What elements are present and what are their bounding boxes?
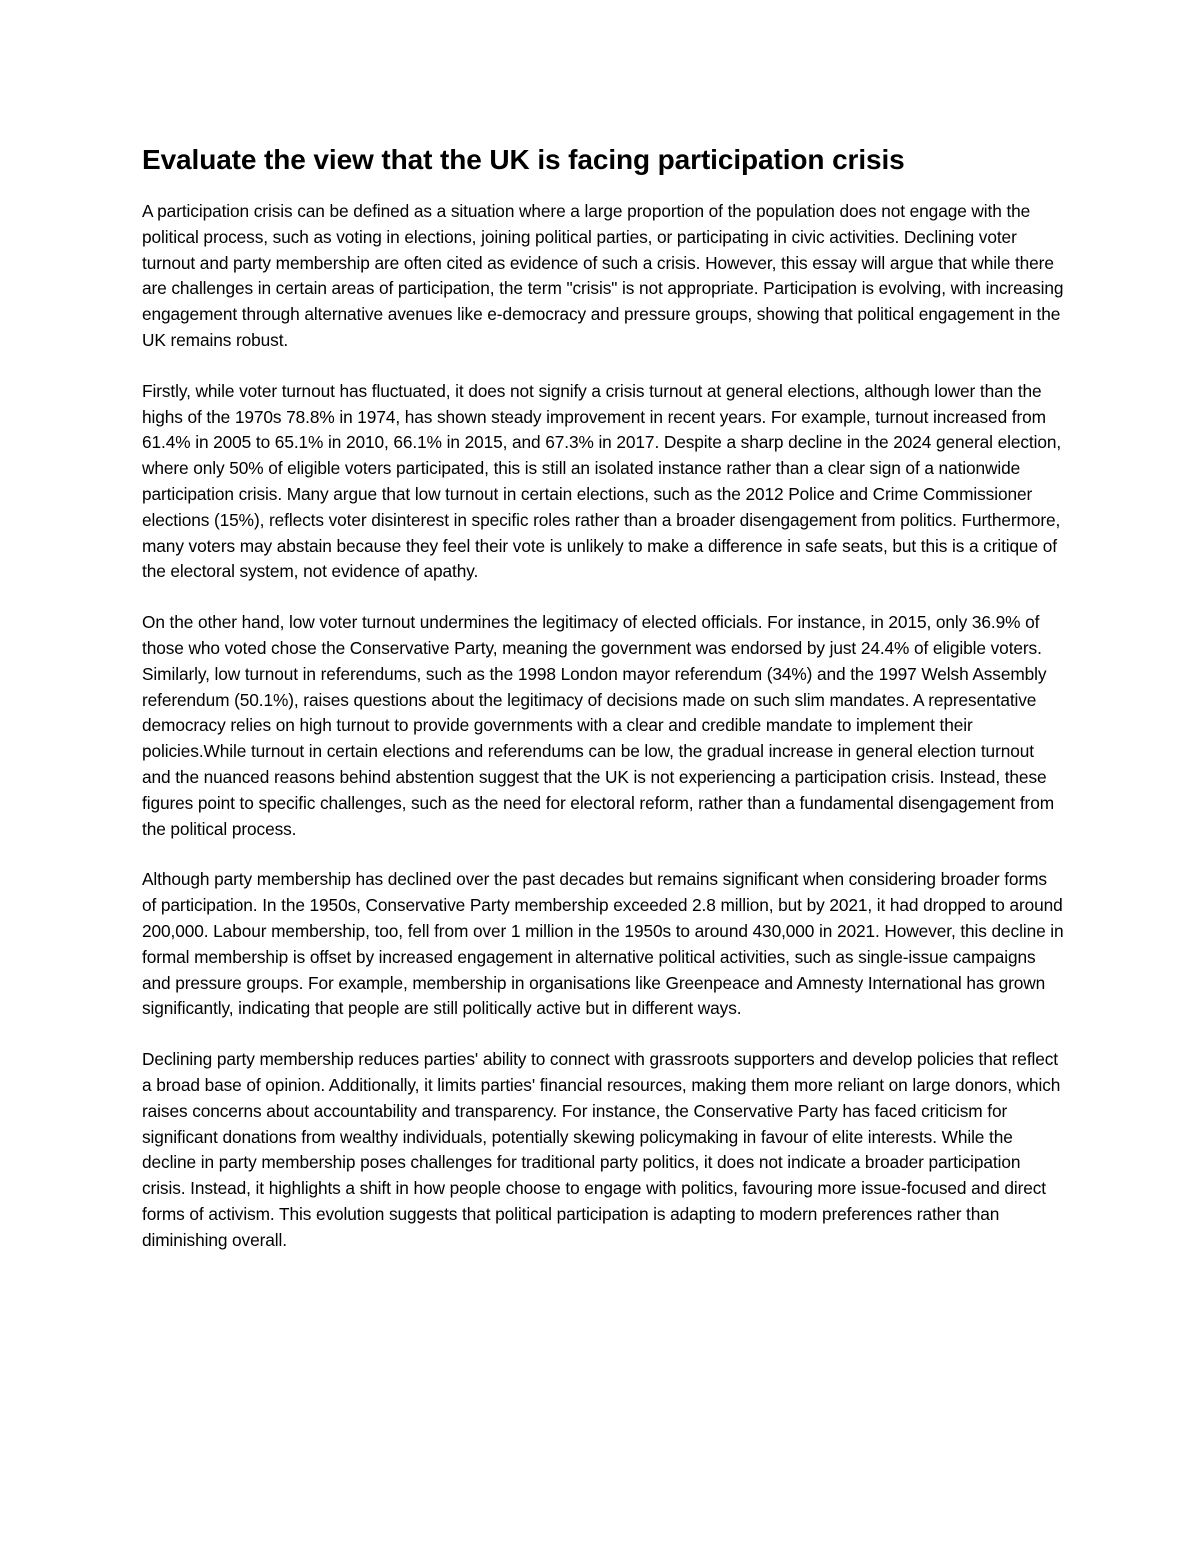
paragraph-legitimacy: On the other hand, low voter turnout undermines the legitimacy of elected officials. For instance, in 2015, only 36.9% of those who voted chose the Conservative Party, meaning the government was endorsed by just 24.4% of eligible voters. Similarly, low turnout in referendums, such as the 1998 London mayor referendum (34%) and the 1997 Welsh Assembly referendum (50.1%), raises questions about the legitimacy of decisions made on such slim mandates. A representative democracy relies on high turnout to provide governments with a clear and credible mandate to implement their policies.While turnout in certain elections and referendums can be low, the gradual increase in general election turnout and the nuanced reasons behind abstention suggest that the UK is not experiencing a participation crisis. Instead, these figures point to specific challenges, such as the need for electoral reform, rather than a fundamental disengagement from the political process. xyxy=(142,612,1055,839)
paragraph-party-membership: Although party membership has declined over the past decades but remains significant when considering broader forms of participation. In the 1950s, Conservative Party membership exceeded 2.8 million, but by 2021, it had dropped to around 200,000. Labour membership, too, fell from over 1 million in the 1950s to around 430,000 in 2021. However, this decline in formal membership is offset by increased engagement in alternative political activities, such as single-issue campaigns and pressure groups. For example, membership in organisations like Greenpeace and Amnesty International has grown significantly, indicating that people are still politically active but in different ways. xyxy=(142,869,1064,1019)
paragraph-introduction: A participation crisis can be defined as a situation where a large proportion of the population does not engage with the political process, such as voting in elections, joining political parties, or participating in civic activities. Declining voter turnout and party membership are often cited as evidence of such a crisis. However, this essay will argue that while there are challenges in certain areas of participation, the term "crisis" is not appropriate. Participation is evolving, with increasing engagement through alternative avenues like e-democracy and pressure groups, showing that political engagement in the UK remains robust. xyxy=(142,201,1064,350)
document-body xyxy=(142,140,1064,1278)
paragraph-declining-membership: Declining party membership reduces parties' ability to connect with grassroots supporters and develop policies that reflect a broad base of opinion. Additionally, it limits parties' financial resources, making them more reliant on large donors, which raises concerns about accountability and transparency. For instance, the Conservative Party has faced criticism for significant donations from wealthy individuals, potentially skewing policymaking in favour of elite interests. While the decline in party membership poses challenges for traditional party politics, it does not indicate a broader participation crisis. Instead, it highlights a shift in how people choose to engage with politics, favouring more issue-focused and direct forms of activism. This evolution suggests that political participation is adapting to modern preferences rather than diminishing overall. xyxy=(142,1049,1061,1250)
paragraph-voter-turnout: Firstly, while voter turnout has fluctuated, it does not signify a crisis turnout at general elections, although lower than the highs of the 1970s 78.8% in 1974, has shown steady improvement in recent years. For example, turnout increased from 61.4% in 2005 to 65.1% in 2010, 66.1% in 2015, and 67.3% in 2017. Despite a sharp decline in the 2024 general election, where only 50% of eligible voters participated, this is still an isolated instance rather than a clear sign of a nationwide participation crisis. Many argue that low turnout in certain elections, such as the 2012 Police and Crime Commissioner elections (15%), reflects voter disinterest in specific roles rather than a broader disengagement from politics. Furthermore, many voters may abstain because they feel their vote is unlikely to make a difference in safe seats, but this is a critique of the electoral system, not evidence of apathy. xyxy=(142,380,1062,582)
document-title: Evaluate the view that the UK is facing participation crisis xyxy=(142,144,905,175)
